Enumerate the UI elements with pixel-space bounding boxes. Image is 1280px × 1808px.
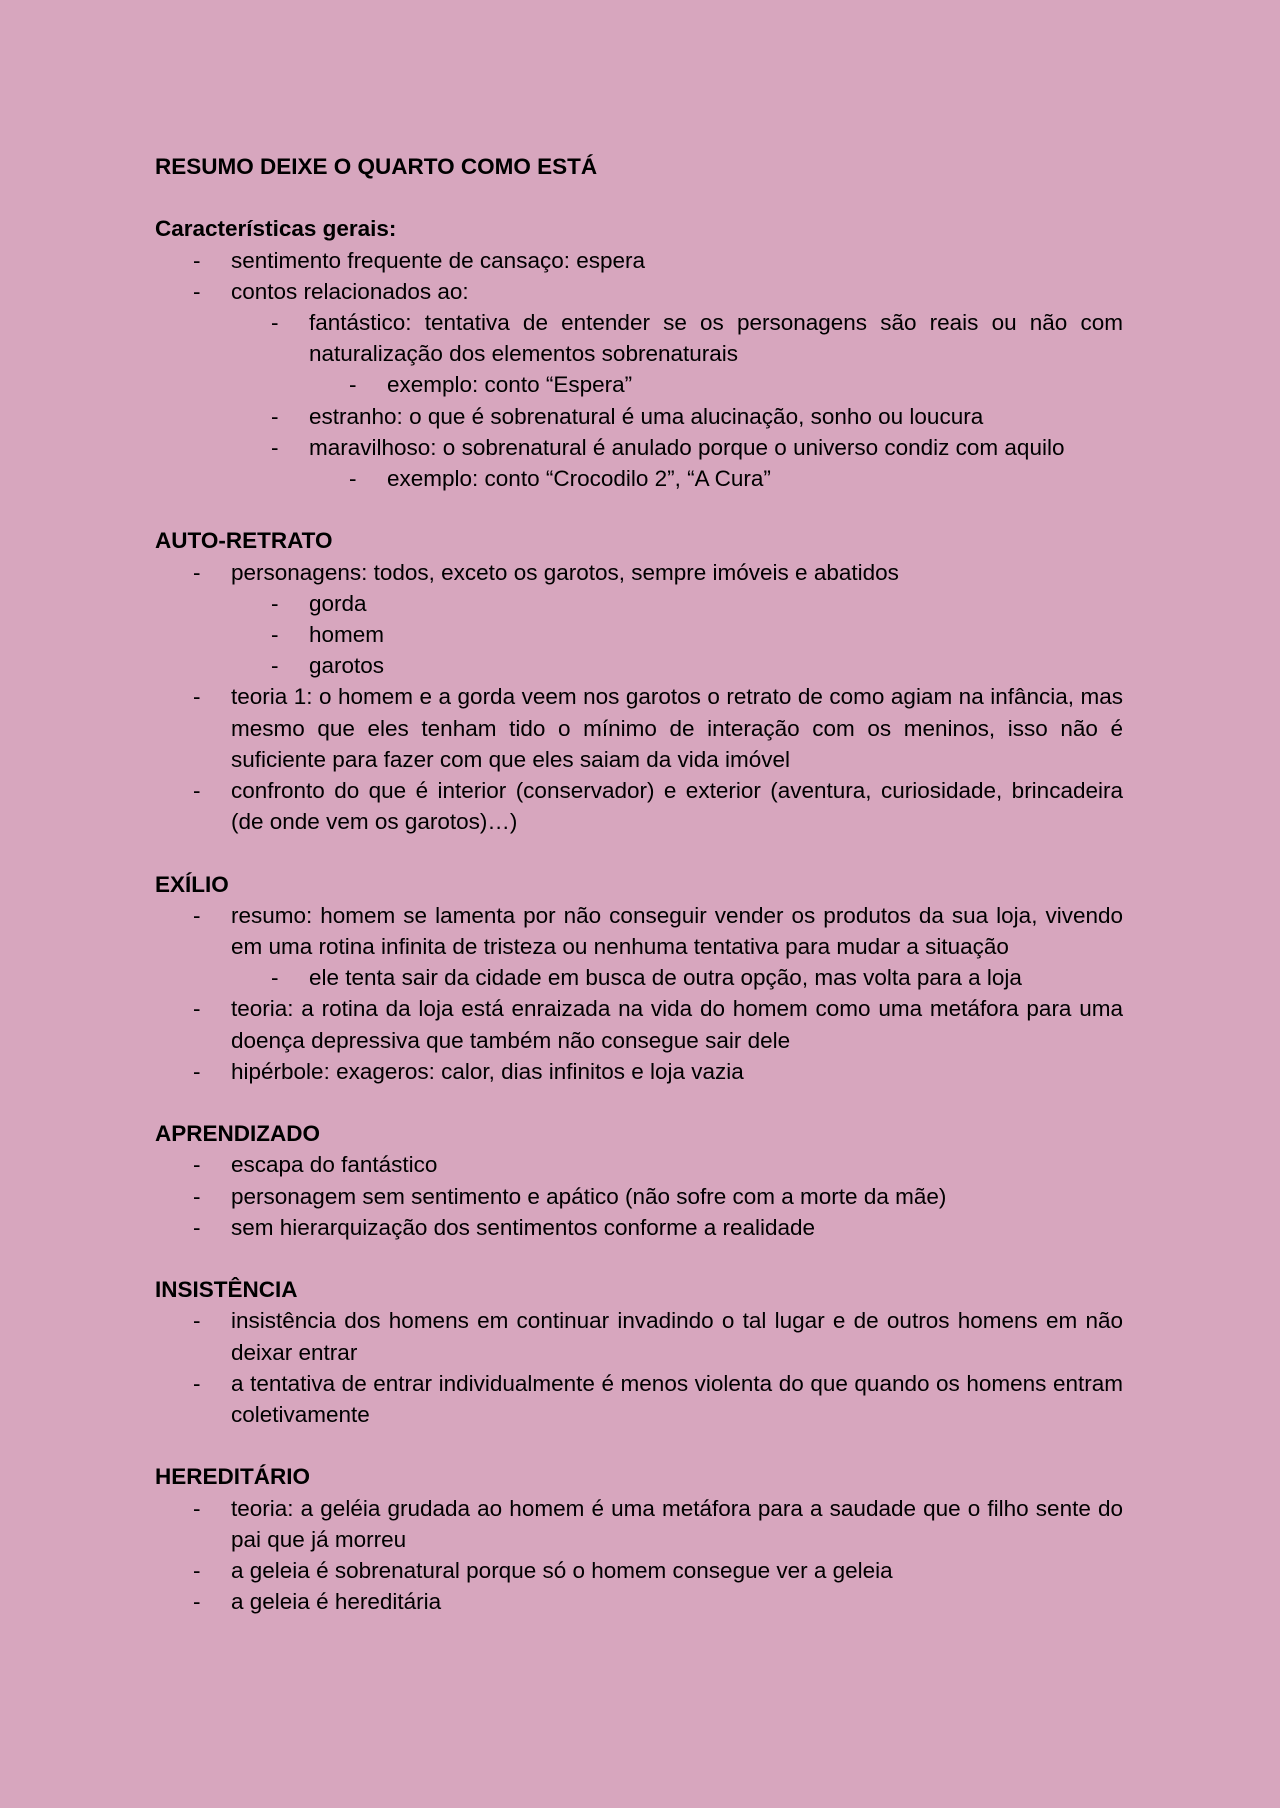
list-item-row	[155, 1181, 1123, 1212]
list-item-level-1	[155, 900, 1123, 962]
section-spacer	[155, 494, 1123, 525]
section-heading: Características gerais:	[155, 216, 397, 242]
list-item-text: exemplo: conto “Crocodilo 2”, “A Cura”	[387, 466, 771, 492]
bullet-dash: -	[193, 278, 201, 304]
list-item-row	[155, 1149, 1123, 1180]
list-item-text: teoria: a geléia grudada ao homem é uma metáfora para a saudade que o filho sente do pai que já morreu	[231, 1495, 1123, 1552]
list-item-text: personagem sem sentimento e apático (não sofre com a morte da mãe)	[231, 1183, 947, 1209]
list-item-text: insistência dos homens em continuar invadindo o tal lugar e de outros homens em não deixar entrar	[231, 1308, 1123, 1365]
document-section	[155, 869, 1123, 1087]
sections-container	[155, 182, 1123, 1617]
document-section	[155, 1274, 1123, 1430]
list-item-row	[155, 1305, 1123, 1367]
list-item-row	[155, 432, 1123, 463]
section-heading: APRENDIZADO	[155, 1121, 321, 1147]
list-item-level-2	[155, 650, 1123, 681]
list-item-level-2	[155, 401, 1123, 432]
list-item-row	[155, 401, 1123, 432]
list-item-text: contos relacionados ao:	[231, 278, 469, 304]
list-item-text: sentimento frequente de cansaço: espera	[231, 247, 646, 273]
list-item-level-3	[155, 463, 1123, 494]
list-item-level-1	[155, 1368, 1123, 1430]
section-spacer	[155, 182, 1123, 213]
list-item-level-2	[155, 432, 1123, 463]
bullet-list	[155, 1149, 1123, 1243]
list-item-text: ele tenta sair da cidade em busca de outra opção, mas volta para a loja	[309, 965, 1022, 991]
list-item-text: exemplo: conto “Espera”	[387, 372, 633, 398]
list-item-row	[155, 681, 1123, 775]
bullet-list	[155, 1493, 1123, 1618]
bullet-dash: -	[193, 1558, 201, 1584]
section-heading: AUTO-RETRATO	[155, 528, 333, 554]
bullet-dash: -	[193, 1183, 201, 1209]
list-item-text: a tentativa de entrar individualmente é menos violenta do que quando os homens entram coletivamente	[231, 1370, 1123, 1428]
list-item-level-1	[155, 1149, 1123, 1180]
list-item-level-1	[155, 276, 1123, 307]
list-item-level-1	[155, 681, 1123, 775]
list-item-row	[155, 1586, 1123, 1617]
list-item-level-1	[155, 1493, 1123, 1555]
list-item-level-1	[155, 1305, 1123, 1367]
bullet-dash: -	[193, 996, 201, 1022]
bullet-dash: -	[193, 1495, 201, 1521]
list-item-level-1	[155, 1586, 1123, 1617]
list-item-text: hipérbole: exageros: calor, dias infinitos e loja vazia	[231, 1058, 744, 1084]
list-item-level-1	[155, 1212, 1123, 1243]
section-heading: HEREDITÁRIO	[155, 1464, 311, 1490]
bullet-dash: -	[193, 1370, 201, 1396]
list-item-text: a geleia é sobrenatural porque só o homem consegue ver a geleia	[231, 1558, 893, 1584]
bullet-list	[155, 1305, 1123, 1430]
section-heading: EXÍLIO	[155, 871, 229, 897]
list-item-row	[155, 900, 1123, 962]
list-item-level-1	[155, 993, 1123, 1055]
list-item-level-1	[155, 557, 1123, 588]
bullet-dash: -	[193, 684, 201, 710]
list-item-text: garotos	[309, 653, 385, 679]
list-item-row	[155, 1212, 1123, 1243]
document-section	[155, 1118, 1123, 1243]
list-item-row	[155, 993, 1123, 1055]
list-item-row	[155, 1555, 1123, 1586]
bullet-dash: -	[349, 466, 357, 492]
list-item-text: a geleia é hereditária	[231, 1589, 442, 1615]
list-item-text: escapa do fantástico	[231, 1152, 438, 1178]
document-title: RESUMO DEIXE O QUARTO COMO ESTÁ	[155, 154, 598, 179]
list-item-level-1	[155, 1056, 1123, 1087]
list-item-level-1	[155, 775, 1123, 837]
bullet-dash: -	[193, 1589, 201, 1615]
document-section	[155, 213, 1123, 494]
list-item-text: personagens: todos, exceto os garotos, sempre imóveis e abatidos	[231, 559, 899, 585]
list-item-text: maravilhoso: o sobrenatural é anulado porque o universo condiz com aquilo	[309, 434, 1065, 460]
list-item-level-2	[155, 307, 1123, 369]
bullet-dash: -	[349, 372, 357, 398]
bullet-dash: -	[193, 1214, 201, 1240]
list-item-row	[155, 775, 1123, 837]
list-item-row	[155, 463, 1123, 494]
bullet-dash: -	[271, 622, 279, 648]
list-item-row	[155, 1493, 1123, 1555]
document-section	[155, 525, 1123, 837]
list-item-text: sem hierarquização dos sentimentos conforme a realidade	[231, 1214, 816, 1240]
list-item-row	[155, 245, 1123, 276]
bullet-dash: -	[193, 778, 201, 804]
bullet-dash: -	[193, 1308, 201, 1334]
list-item-row	[155, 962, 1123, 993]
list-item-level-2	[155, 619, 1123, 650]
document-body	[155, 151, 1123, 1617]
bullet-dash: -	[193, 902, 201, 928]
list-item-text: teoria: a rotina da loja está enraizada na vida do homem como uma metáfora para uma doença depressiva que também não consegue sair dele	[231, 996, 1123, 1053]
list-item-level-3	[155, 369, 1123, 400]
bullet-dash: -	[271, 965, 279, 991]
list-item-text: homem	[309, 622, 385, 648]
list-item-row	[155, 307, 1123, 369]
list-item-row	[155, 369, 1123, 400]
list-item-level-1	[155, 245, 1123, 276]
section-spacer	[155, 837, 1123, 868]
list-item-text: estranho: o que é sobrenatural é uma alucinação, sonho ou loucura	[309, 403, 984, 429]
bullet-dash: -	[193, 1058, 201, 1084]
bullet-dash: -	[193, 1152, 201, 1178]
section-spacer	[155, 1087, 1123, 1118]
list-item-level-1	[155, 1555, 1123, 1586]
list-item-level-2	[155, 588, 1123, 619]
bullet-dash: -	[271, 434, 279, 460]
bullet-dash: -	[193, 247, 201, 273]
list-item-text: fantástico: tentativa de entender se os personagens são reais ou não com naturalização dos elementos sobrenaturais	[309, 310, 1123, 367]
list-item-text: teoria 1: o homem e a gorda veem nos garotos o retrato de como agiam na infância, mas mesmo que eles tenham tido o mínimo de interação com os meninos, isso não é suficiente para fazer com que eles saiam da vida imóvel	[231, 684, 1123, 772]
list-item-row	[155, 557, 1123, 588]
section-heading: INSISTÊNCIA	[155, 1277, 298, 1303]
bullet-dash: -	[271, 653, 279, 679]
section-spacer	[155, 1430, 1123, 1461]
list-item-row	[155, 619, 1123, 650]
document-section	[155, 1461, 1123, 1617]
list-item-row	[155, 588, 1123, 619]
section-spacer	[155, 1243, 1123, 1274]
list-item-text: gorda	[309, 590, 367, 616]
list-item-row	[155, 276, 1123, 307]
list-item-level-1	[155, 1181, 1123, 1212]
bullet-list	[155, 557, 1123, 838]
bullet-list	[155, 900, 1123, 1087]
list-item-level-2	[155, 962, 1123, 993]
bullet-dash: -	[271, 403, 279, 429]
list-item-text: resumo: homem se lamenta por não conseguir vender os produtos da sua loja, vivendo em uma rotina infinita de tristeza ou nenhuma tentativa para mudar a situação	[231, 902, 1123, 960]
bullet-list	[155, 245, 1123, 495]
bullet-dash: -	[271, 590, 279, 616]
list-item-row	[155, 650, 1123, 681]
bullet-dash: -	[193, 559, 201, 585]
list-item-row	[155, 1368, 1123, 1430]
list-item-row	[155, 1056, 1123, 1087]
list-item-text: confronto do que é interior (conservador) e exterior (aventura, curiosidade, brincadeira (de onde vem os garotos)…)	[231, 778, 1123, 835]
bullet-dash: -	[271, 310, 279, 335]
